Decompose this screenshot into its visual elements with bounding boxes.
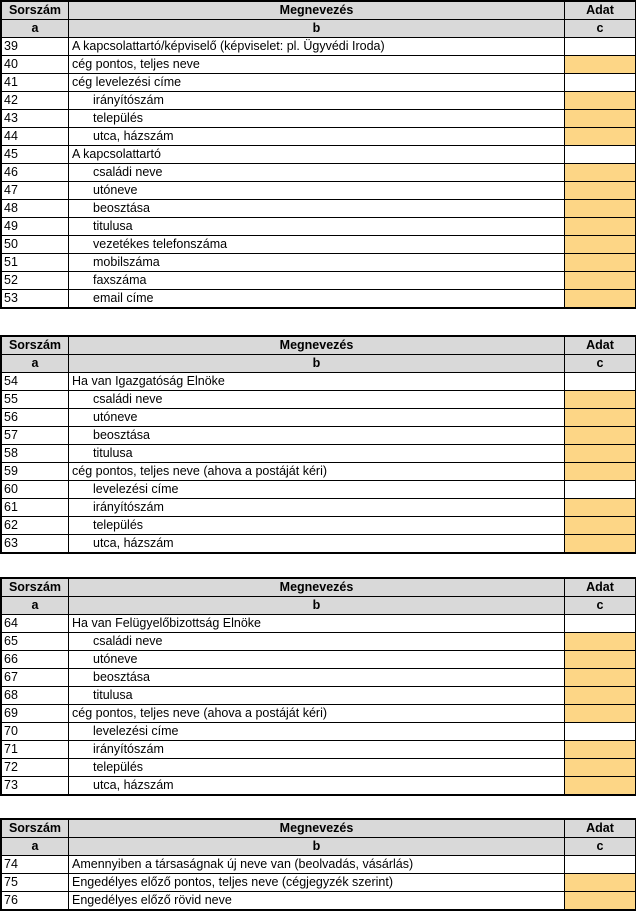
subheader-a: a (2, 597, 69, 615)
row-number: 66 (2, 651, 69, 669)
row-label: irányítószám (69, 741, 565, 759)
row-number: 51 (2, 254, 69, 272)
value-cell[interactable] (565, 687, 636, 705)
row-number: 58 (2, 445, 69, 463)
column-header-number: Sorszám (2, 820, 69, 838)
table-row (2, 445, 636, 463)
table-row (2, 254, 636, 272)
subheader-row (2, 597, 636, 615)
row-label: beosztása (69, 669, 565, 687)
subheader-c: c (565, 597, 636, 615)
column-header-value: Adat (565, 2, 636, 20)
value-cell[interactable] (565, 182, 636, 200)
row-number: 48 (2, 200, 69, 218)
value-cell[interactable] (565, 463, 636, 481)
row-number: 52 (2, 272, 69, 290)
row-label: levelezési címe (69, 481, 565, 499)
column-header-name: Megnevezés (69, 337, 565, 355)
value-cell[interactable] (565, 38, 636, 56)
subheader-a: a (2, 838, 69, 856)
row-number: 44 (2, 128, 69, 146)
value-cell[interactable] (565, 128, 636, 146)
value-cell[interactable] (565, 669, 636, 687)
row-number: 61 (2, 499, 69, 517)
column-header-value: Adat (565, 579, 636, 597)
value-cell[interactable] (565, 290, 636, 308)
value-cell[interactable] (565, 236, 636, 254)
row-number: 47 (2, 182, 69, 200)
table-row (2, 110, 636, 128)
row-number: 64 (2, 615, 69, 633)
row-label: Ha van Felügyelőbizottság Elnöke (69, 615, 565, 633)
table-row (2, 146, 636, 164)
row-label: titulusa (69, 687, 565, 705)
value-cell[interactable] (565, 254, 636, 272)
row-number: 56 (2, 409, 69, 427)
header-row (2, 820, 636, 838)
value-cell[interactable] (565, 777, 636, 795)
table-row (2, 481, 636, 499)
subheader-b: b (69, 838, 565, 856)
table-row (2, 741, 636, 759)
table-row (2, 391, 636, 409)
value-cell[interactable] (565, 164, 636, 182)
row-label: cég pontos, teljes neve (ahova a postáját kéri) (69, 705, 565, 723)
table-row (2, 705, 636, 723)
value-cell[interactable] (565, 218, 636, 236)
table-row (2, 236, 636, 254)
value-cell[interactable] (565, 705, 636, 723)
row-number: 50 (2, 236, 69, 254)
value-cell[interactable] (565, 146, 636, 164)
column-header-name: Megnevezés (69, 820, 565, 838)
row-label: település (69, 517, 565, 535)
value-cell[interactable] (565, 373, 636, 391)
value-cell[interactable] (565, 741, 636, 759)
subheader-c: c (565, 355, 636, 373)
table-row (2, 615, 636, 633)
row-label: utóneve (69, 409, 565, 427)
value-cell[interactable] (565, 200, 636, 218)
row-number: 59 (2, 463, 69, 481)
form-table (1, 819, 636, 910)
row-number: 70 (2, 723, 69, 741)
value-cell[interactable] (565, 856, 636, 874)
table-row (2, 272, 636, 290)
column-header-number: Sorszám (2, 337, 69, 355)
header-row (2, 337, 636, 355)
row-number: 73 (2, 777, 69, 795)
row-number: 69 (2, 705, 69, 723)
row-number: 76 (2, 892, 69, 910)
subheader-row (2, 355, 636, 373)
row-number: 42 (2, 92, 69, 110)
row-number: 72 (2, 759, 69, 777)
subheader-b: b (69, 20, 565, 38)
value-cell[interactable] (565, 110, 636, 128)
row-number: 41 (2, 74, 69, 92)
row-label: utca, házszám (69, 777, 565, 795)
row-label: vezetékes telefonszáma (69, 236, 565, 254)
row-number: 68 (2, 687, 69, 705)
row-label: mobilszáma (69, 254, 565, 272)
table-row (2, 651, 636, 669)
value-cell[interactable] (565, 499, 636, 517)
value-cell[interactable] (565, 874, 636, 892)
table-row (2, 499, 636, 517)
table-row (2, 777, 636, 795)
table-row (2, 74, 636, 92)
table-row (2, 723, 636, 741)
table-row (2, 535, 636, 553)
column-header-value: Adat (565, 337, 636, 355)
table-row (2, 38, 636, 56)
table-row (2, 669, 636, 687)
table-row (2, 290, 636, 308)
value-cell[interactable] (565, 615, 636, 633)
header-row (2, 2, 636, 20)
table-row (2, 687, 636, 705)
row-label: utóneve (69, 651, 565, 669)
subheader-b: b (69, 597, 565, 615)
row-label: beosztása (69, 427, 565, 445)
row-label: A kapcsolattartó (69, 146, 565, 164)
value-cell[interactable] (565, 481, 636, 499)
header-row (2, 579, 636, 597)
column-header-name: Megnevezés (69, 579, 565, 597)
value-cell[interactable] (565, 633, 636, 651)
row-number: 40 (2, 56, 69, 74)
table-row (2, 759, 636, 777)
row-label: település (69, 759, 565, 777)
table-row (2, 409, 636, 427)
row-label: beosztása (69, 200, 565, 218)
table-row (2, 128, 636, 146)
table-row (2, 427, 636, 445)
value-cell[interactable] (565, 409, 636, 427)
row-label: A kapcsolattartó/képviselő (képviselet: pl. Ügyvédi Iroda) (69, 38, 565, 56)
subheader-a: a (2, 355, 69, 373)
row-label: Engedélyes előző pontos, teljes neve (cégjegyzék szerint) (69, 874, 565, 892)
row-label: Ha van Igazgatóság Elnöke (69, 373, 565, 391)
row-number: 67 (2, 669, 69, 687)
row-label: település (69, 110, 565, 128)
row-label: cég levelezési címe (69, 74, 565, 92)
row-label: Amennyiben a társaságnak új neve van (beolvadás, vásárlás) (69, 856, 565, 874)
value-cell[interactable] (565, 535, 636, 553)
subheader-c: c (565, 20, 636, 38)
value-cell[interactable] (565, 445, 636, 463)
row-number: 45 (2, 146, 69, 164)
row-number: 63 (2, 535, 69, 553)
table-row (2, 56, 636, 74)
table-row (2, 874, 636, 892)
row-number: 49 (2, 218, 69, 236)
subheader-c: c (565, 838, 636, 856)
row-number: 54 (2, 373, 69, 391)
row-label: cég pontos, teljes neve (69, 56, 565, 74)
row-label: utca, házszám (69, 535, 565, 553)
table-row (2, 218, 636, 236)
value-cell[interactable] (565, 74, 636, 92)
row-label: családi neve (69, 391, 565, 409)
subheader-row (2, 20, 636, 38)
form-table (1, 336, 636, 553)
row-number: 57 (2, 427, 69, 445)
table-row (2, 517, 636, 535)
row-label: faxszáma (69, 272, 565, 290)
row-number: 75 (2, 874, 69, 892)
row-number: 46 (2, 164, 69, 182)
row-label: Engedélyes előző rövid neve (69, 892, 565, 910)
column-header-number: Sorszám (2, 579, 69, 597)
row-number: 60 (2, 481, 69, 499)
subheader-a: a (2, 20, 69, 38)
value-cell[interactable] (565, 427, 636, 445)
table-row (2, 164, 636, 182)
row-number: 55 (2, 391, 69, 409)
row-number: 53 (2, 290, 69, 308)
value-cell[interactable] (565, 723, 636, 741)
value-cell[interactable] (565, 651, 636, 669)
subheader-b: b (69, 355, 565, 373)
row-label: cég pontos, teljes neve (ahova a postáját kéri) (69, 463, 565, 481)
value-cell[interactable] (565, 391, 636, 409)
column-header-value: Adat (565, 820, 636, 838)
row-label: email címe (69, 290, 565, 308)
row-number: 71 (2, 741, 69, 759)
table-row (2, 892, 636, 910)
table-row (2, 463, 636, 481)
value-cell[interactable] (565, 272, 636, 290)
column-header-name: Megnevezés (69, 2, 565, 20)
row-label: titulusa (69, 445, 565, 463)
row-label: irányítószám (69, 499, 565, 517)
row-label: utóneve (69, 182, 565, 200)
value-cell[interactable] (565, 56, 636, 74)
row-label: irányítószám (69, 92, 565, 110)
value-cell[interactable] (565, 92, 636, 110)
row-number: 74 (2, 856, 69, 874)
form-table (1, 1, 636, 308)
row-label: családi neve (69, 164, 565, 182)
form-table (1, 578, 636, 795)
row-number: 62 (2, 517, 69, 535)
value-cell[interactable] (565, 517, 636, 535)
row-label: titulusa (69, 218, 565, 236)
subheader-row (2, 838, 636, 856)
table-row (2, 373, 636, 391)
row-number: 39 (2, 38, 69, 56)
table-row (2, 633, 636, 651)
table-row (2, 182, 636, 200)
value-cell[interactable] (565, 892, 636, 910)
row-number: 43 (2, 110, 69, 128)
table-row (2, 92, 636, 110)
table-row (2, 856, 636, 874)
row-label: levelezési címe (69, 723, 565, 741)
row-label: utca, házszám (69, 128, 565, 146)
row-label: családi neve (69, 633, 565, 651)
table-row (2, 200, 636, 218)
value-cell[interactable] (565, 759, 636, 777)
row-number: 65 (2, 633, 69, 651)
column-header-number: Sorszám (2, 2, 69, 20)
